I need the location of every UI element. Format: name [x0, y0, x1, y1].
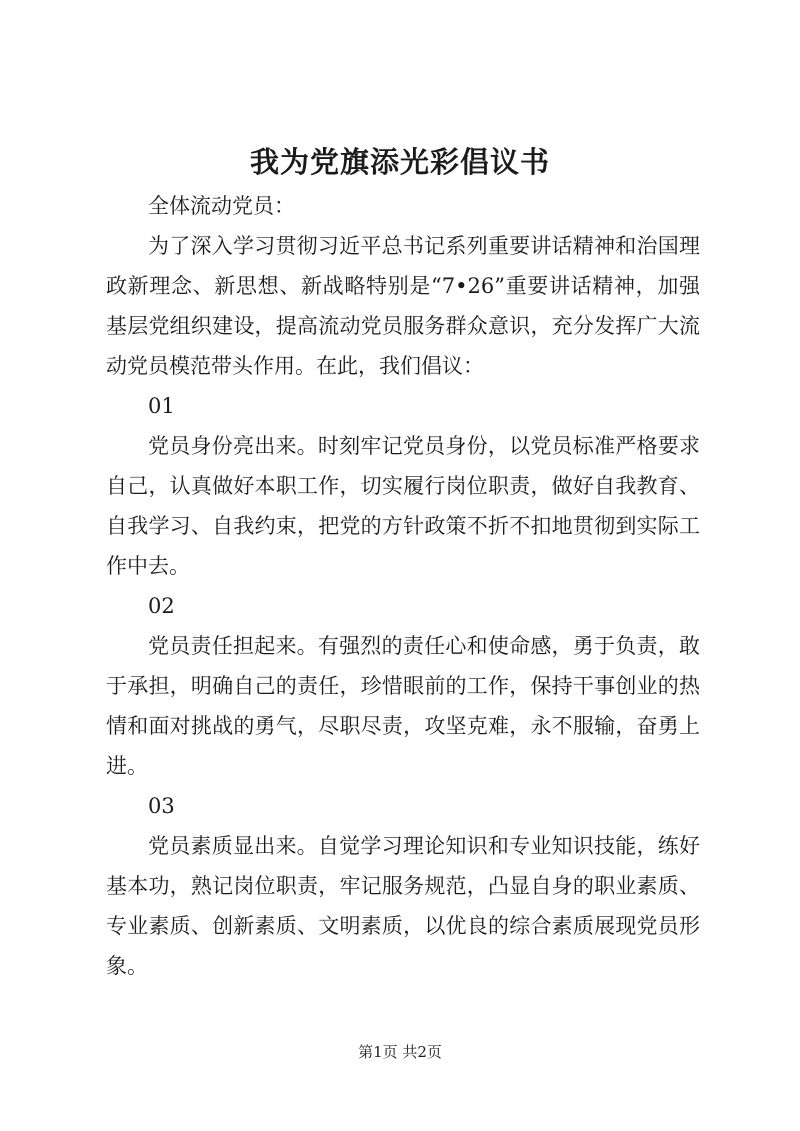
document-title: 我为党旗添光彩倡议书 — [249, 145, 550, 179]
page-footer: 第1页 共2页 — [358, 1043, 442, 1061]
section-number: 03 — [148, 794, 175, 818]
section-paragraph: 党员素质显出来。自觉学习理论知识和专业知识技能，练好基本功，熟记岗位职责，牢记服务规范，凸显自身的职业素质、专业素质、创新素质、文明素质，以优良的综合素质展现党员形象。 — [106, 834, 700, 978]
intro-paragraph: 为了深入学习贯彻习近平总书记系列重要讲话精神和治国理政新理念、新思想、新战略特别是“7•26”重要讲话精神，加强基层党组织建设，提高流动党员服务群众意识，充分发挥广大流动党员模范带头作用。在此，我们倡议： — [106, 234, 700, 378]
section-number: 01 — [148, 394, 175, 418]
section-paragraph: 党员责任担起来。有强烈的责任心和使命感，勇于负责，敢于承担，明确自己的责任，珍惜眼前的工作，保持干事创业的热情和面对挑战的勇气，尽职尽责，攻坚克难，永不服输，奋勇上进。 — [106, 634, 700, 778]
section-paragraph: 党员身份亮出来。时刻牢记党员身份，以党员标准严格要求自己，认真做好本职工作，切实履行岗位职责，做好自我教育、自我学习、自我约束，把党的方针政策不折不扣地贯彻到实际工作中去。 — [106, 434, 700, 578]
section-number: 02 — [148, 594, 175, 618]
salutation: 全体流动党员： — [148, 194, 295, 218]
document-body — [106, 186, 700, 986]
